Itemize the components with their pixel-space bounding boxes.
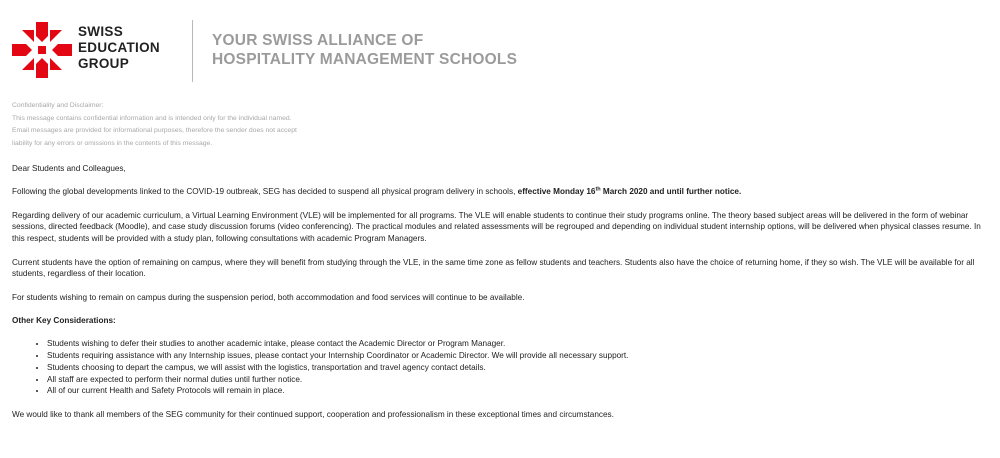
considerations-heading: Other Key Considerations: xyxy=(12,316,116,326)
paragraph-announcement xyxy=(12,186,990,198)
message-body xyxy=(12,163,990,432)
disclaimer xyxy=(12,100,297,150)
list-item: • Students choosing to depart the campus, we will assist with the logistics, transportation and travel agency contact details. xyxy=(47,362,990,374)
paragraph-services: For students wishing to remain on campus during the suspension period, both accommodation and food services will continue to be available. xyxy=(12,292,525,302)
disclaimer-line-4: liability for any errors or omissions in the contents of this message. xyxy=(12,139,213,147)
logo-line-3: GROUP xyxy=(78,56,130,71)
header-divider xyxy=(192,20,193,82)
email-header xyxy=(12,18,612,82)
date-suffix: th xyxy=(595,186,601,193)
date-part-b: March 2020 and until further notice. xyxy=(600,187,742,197)
closing-paragraph: We would like to thank all members of the SEG community for their continued support, cooperation and professionalism in these exceptional times and circumstances. xyxy=(12,409,614,419)
list-item: • All staff are expected to perform their normal duties until further notice. xyxy=(47,374,990,386)
seg-logo-icon xyxy=(12,22,72,78)
tagline xyxy=(212,31,517,69)
paragraph-campus-options: Current students have the option of remaining on campus, where they will benefit from studying through the VLE, in the same time zone as fellow students and teachers. Students also have the choice of returning home, if they so wish. The VLE will be available for all students, regardless of their location. xyxy=(12,257,975,279)
announcement-text: Following the global developments linked to the COVID-19 outbreak, SEG has decided to suspend all physical program delivery in schools, xyxy=(12,187,518,197)
paragraph-vle: Regarding delivery of our academic curriculum, a Virtual Learning Environment (VLE) will be implemented for all programs. The VLE will enable students to continue their study programs online. The theory based subject areas will be delivered in the form of webinar sessions, directed feedback (Moodle), and case study discussion forums (video conferencing). The practical modules and related assessments will be regrouped and depending on individual student internship options, will be delivered when physical classes resume. In this respect, students will be provided with a study plan, following consultations with academic Program Managers. xyxy=(12,210,981,244)
tagline-line-1: YOUR SWISS ALLIANCE OF xyxy=(212,32,424,49)
tagline-line-2: HOSPITALITY MANAGEMENT SCHOOLS xyxy=(212,51,518,68)
announcement-date xyxy=(518,187,742,196)
list-item: • Students requiring assistance with any Internship issues, please contact your Internship Coordinator or Academic Director. We will provide all necessary support. xyxy=(47,350,990,362)
list-item: • All of our current Health and Safety Protocols will remain in place. xyxy=(47,385,990,397)
disclaimer-line-1: Confidentiality and Disclaimer: xyxy=(12,102,104,109)
logo-wordmark xyxy=(78,24,160,72)
disclaimer-line-2: This message contains confidential information and is intended only for the individual named. xyxy=(12,114,292,122)
list-item: • Students wishing to defer their studies to another academic intake, please contact the Academic Director or Program Manager. xyxy=(47,338,990,350)
disclaimer-line-3: Email messages are provided for informational purposes, therefore the sender does not accept xyxy=(12,127,297,134)
logo-line-1: SWISS xyxy=(78,24,124,39)
date-part-a: effective Monday 16 xyxy=(517,187,596,197)
greeting: Dear Students and Colleagues, xyxy=(12,164,126,173)
considerations-list xyxy=(12,338,990,397)
logo-line-2: EDUCATION xyxy=(78,40,160,55)
